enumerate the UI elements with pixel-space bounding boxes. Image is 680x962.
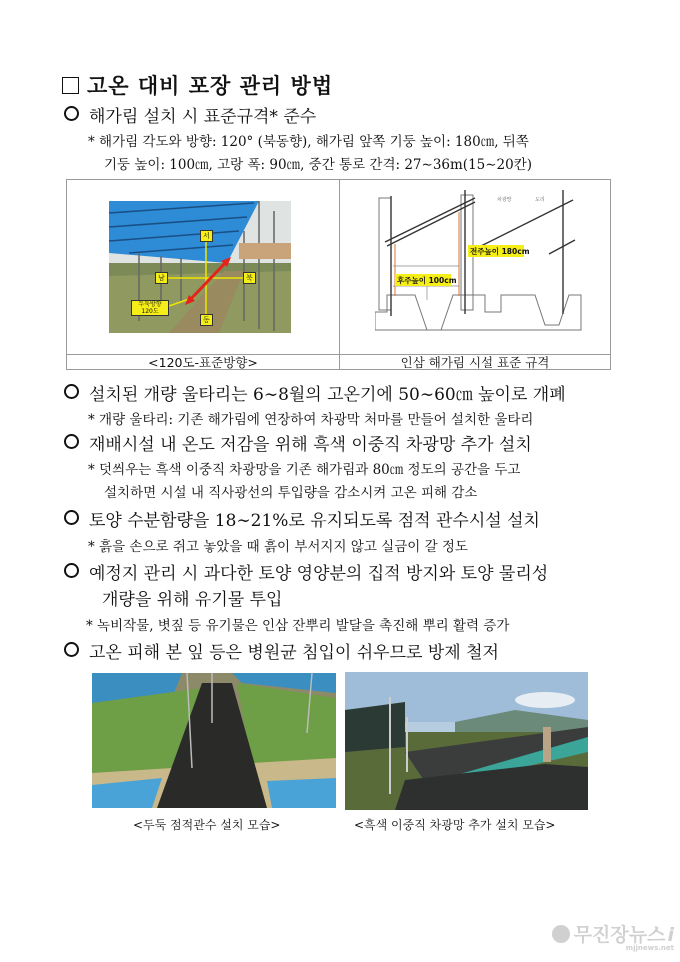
watermark [552, 920, 674, 952]
bullet-item [64, 559, 548, 584]
bullet-text: 재배시설 내 온도 저감을 위해 흑색 이중직 차광망 추가 설치 [89, 435, 532, 455]
left-figure-caption: <120도-표준방향> [148, 355, 258, 370]
watermark-name: 무진장뉴스 [573, 924, 666, 946]
compass-north-label: 북 [243, 272, 256, 284]
bullet-item [64, 102, 316, 127]
bullet-item [64, 430, 532, 455]
note-line: * 녹비작물, 볏짚 등 유기물은 인삼 잔뿌리 발달을 촉진해 뿌리 활력 증가 [86, 618, 510, 634]
circle-bullet-icon [64, 563, 79, 578]
shade-net-label: 차광망 [497, 197, 512, 203]
circle-bullet-icon [64, 384, 79, 399]
circle-bullet-icon [64, 106, 79, 121]
bullet-text: 해가림 설치 시 표준규격* 준수 [89, 107, 317, 127]
bullet-item [64, 638, 499, 663]
front-post-height-label: 전주높이 180cm [470, 247, 530, 256]
bullet-continuation: 개량을 위해 유기물 투입 [102, 590, 283, 610]
compass-west-label: 서 [200, 230, 213, 242]
bullet-item [64, 380, 566, 405]
watermark-url: mjjnews.net [625, 944, 674, 952]
circle-bullet-icon [64, 642, 79, 657]
standard-spec-diagram [375, 190, 583, 338]
wire-label: 도리 [535, 197, 545, 203]
section-heading [62, 70, 333, 100]
black-shade-net-photo [345, 672, 588, 810]
compass-south-label: 남 [155, 272, 168, 284]
row-direction-label: 두둑방향 120도 [131, 300, 169, 316]
note-line: * 개량 울타리: 기존 해가림에 연장하여 차광막 처마를 만들어 설치한 울타리 [88, 412, 534, 428]
standard-direction-photo [109, 201, 291, 333]
note-line: 기둥 높이: 100㎝, 고랑 폭: 90㎝, 중간 통로 간격: 27∼36m(15∼20칸) [104, 157, 533, 173]
bullet-text: 토양 수분함량을 18∼21%로 유지되도록 점적 관수시설 설치 [89, 511, 540, 531]
bullet-text: 설치된 개량 울타리는 6∼8월의 고온기에 50∼60㎝ 높이로 개폐 [89, 385, 566, 405]
bullet-text: 고온 피해 본 잎 등은 병원균 침입이 쉬우므로 방제 철저 [89, 643, 499, 663]
right-figure-caption: 인삼 해가림 시설 표준 규격 [400, 355, 550, 370]
rear-post-height-label: 후주높이 100cm [397, 276, 457, 285]
black-shade-net-caption: <흑색 이중직 차광망 추가 설치 모습> [354, 818, 556, 832]
compass-east-label: 동 [200, 314, 213, 326]
figure-table [66, 179, 611, 370]
bullet-item [64, 506, 540, 531]
checkbox-square-icon [62, 77, 79, 94]
heading-text: 고온 대비 포장 관리 방법 [87, 73, 334, 98]
circle-bullet-icon [64, 434, 79, 449]
drip-irrigation-caption: <두둑 점적관수 설치 모습> [133, 818, 281, 832]
note-line: 설치하면 시설 내 직사광선의 투입량을 감소시켜 고온 피해 감소 [104, 485, 478, 501]
note-line: * 덧씌우는 흑색 이중직 차광망을 기존 해가림과 80㎝ 정도의 공간을 두고 [88, 462, 521, 478]
note-line: * 해가림 각도와 방향: 120° (북동향), 해가림 앞쪽 기둥 높이: 180㎝, 뒤쪽 [88, 134, 529, 150]
note-line: * 흙을 손으로 쥐고 놓았을 때 흙이 부서지지 않고 실금이 갈 정도 [88, 539, 468, 555]
drip-irrigation-photo [92, 673, 336, 808]
bullet-text: 예정지 관리 시 과다한 토양 영양분의 집적 방지와 토양 물리성 [89, 564, 549, 584]
watermark-i-glyph: i [667, 924, 674, 946]
circle-bullet-icon [64, 510, 79, 525]
mountain-logo-icon [552, 925, 570, 943]
table-divider [339, 180, 340, 369]
